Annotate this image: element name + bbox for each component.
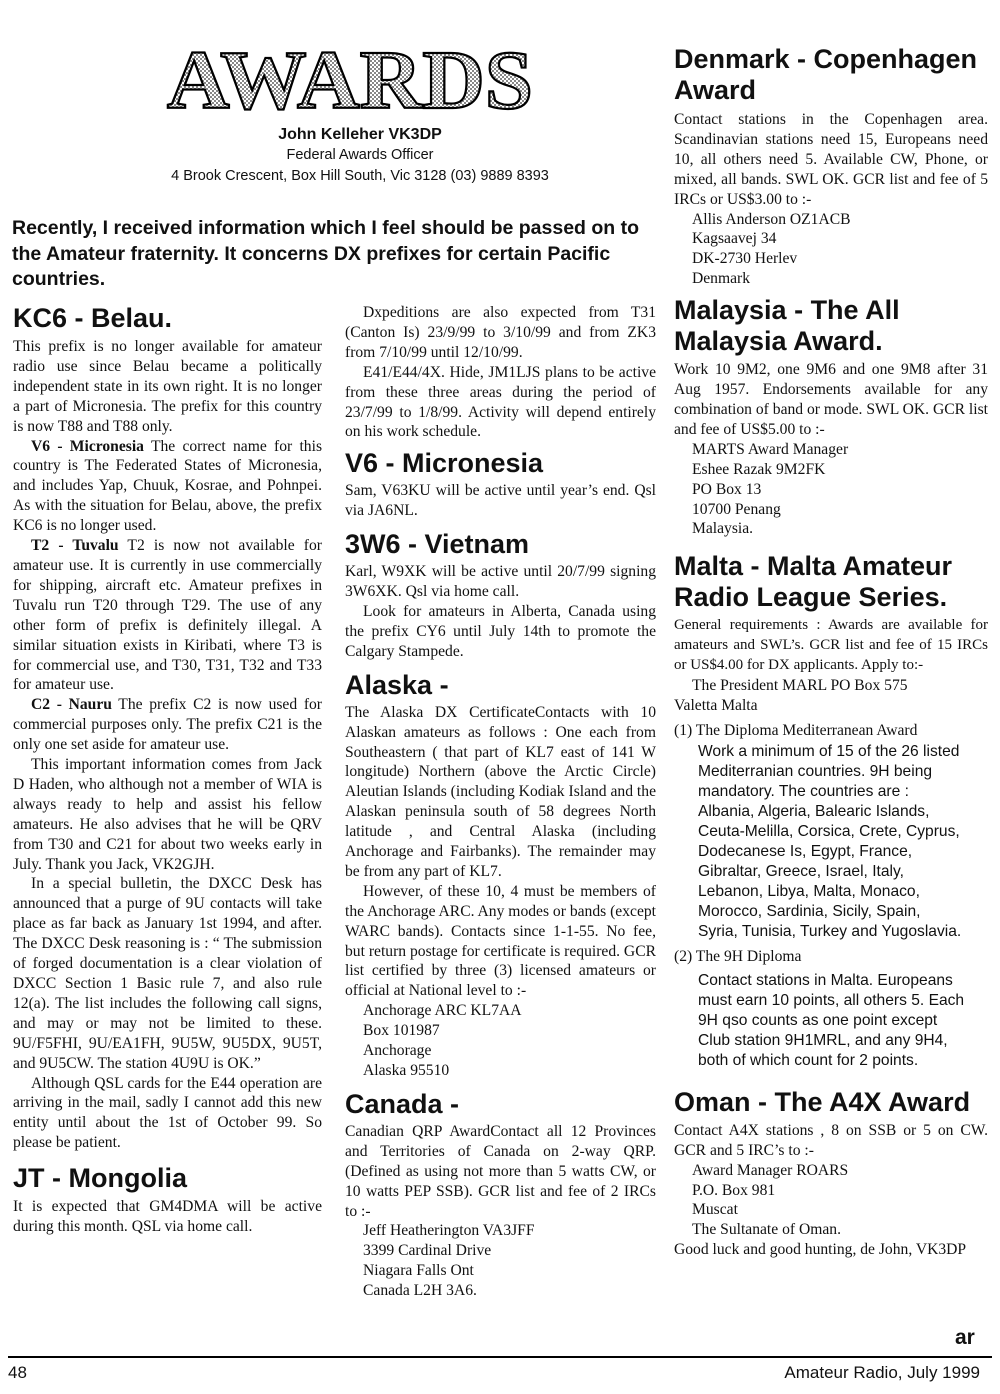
address-line: The Sultanate of Oman. <box>692 1221 841 1239</box>
text-t2-tuvalu: T2 is now not available for amateur use. It is currently in use commercially for shipping, aircraft etc. Amateur prefixes in Tuvalu run T20 through T29. The use of any other form of prefix is definitely illegal. A similar situation exists in Kiribati, where T3 is for commercial use, and T30, T31, T32 and T33 for amateur use. <box>13 537 322 694</box>
address-line: Denmark <box>692 270 751 288</box>
item-2-body <box>674 971 988 1071</box>
paragraph-belau: This prefix is no longer available for amateur radio use since Belau became a politically independent state in its own right. It is no longer a part of Micronesia. The prefix for this country is now T88 and T88 only. <box>13 338 322 435</box>
paragraph-alberta: Look for amateurs in Alberta, Canada using the prefix CY6 until July 14th to promote the Calgary Stampede. <box>345 602 656 660</box>
item-2-line: 9H qso counts as one point except <box>698 1011 938 1029</box>
heading-canada: Canada - <box>345 1088 460 1119</box>
oman-address <box>674 1161 988 1241</box>
text-c2-nauru: The prefix C2 is now used for commercial purposes only. The prefix C21 is the only one set aside for amateur use. <box>13 696 322 754</box>
paragraph-malta: General requirements : Awards are available for amateurs and SWL’s. GCR list and fee of 15 IRCs or US$4.00 for DX applicants. Apply to:- <box>674 617 988 674</box>
paragraph-alaska: The Alaska DX CertificateContacts with 10 Alaskan amateurs as follows : One each from Southeastern ( that part of KL7 east of 141 W longitude) Northern (above the Arctic Circle) Aleutian Islands (including Kodiak Island and the Alaskan peninsula south of 58 degrees North latitude , and Central Alaska (including Anchorage and Fairbanks). The remainder may be from any part of KL7. <box>345 703 656 880</box>
lead-v6-micronesia: V6 - Micronesia <box>31 437 144 455</box>
country-line: Lebanon, Libya, Malta, Monaco, <box>698 882 920 900</box>
address-line: 10700 Penang <box>692 500 781 518</box>
heading-malaysia: Malaysia - The All Malaysia Award. <box>674 295 900 357</box>
address-line: PO Box 13 <box>692 480 762 498</box>
banner-title: AWARDS <box>167 38 533 118</box>
intro-paragraph: Recently, I received information which I feel should be passed on to the Amateur fraternity. It concerns DX prefixes for certain Pacific countries. <box>12 217 640 290</box>
byline-role: Federal Awards Officer <box>286 147 434 163</box>
malta-item-1 <box>674 720 988 942</box>
address-line: Allis Anderson OZ1ACB <box>692 210 851 228</box>
address-line: DK-2730 Herlev <box>692 250 798 268</box>
heading-denmark: Denmark - Copenhagen Award <box>674 44 978 105</box>
heading-3w6-vietnam: 3W6 - Vietnam <box>345 529 530 560</box>
text-v6-micronesia: The correct name for this country is The Federated States of Micronesia, and includes Yap, Chuuk, Kosrae, and Pohnpei. As with the situation for Belau, above, the prefix KC6 is no longer used. <box>13 437 323 535</box>
address-line: Muscat <box>692 1201 738 1219</box>
item-2-line: both of which count for 2 points. <box>698 1051 919 1069</box>
byline <box>100 124 620 187</box>
item-2-title: (2) The 9H Diploma <box>674 947 802 965</box>
paragraph-canada: Canadian QRP AwardContact all 12 Provinces and Territories of Canada on 2-way QRP. (Defined as using not more than 5 watts CW, or 10 watts PEP SSB). GCR list and fee of 2 IRCs to :- <box>345 1122 656 1220</box>
awards-banner-graphic <box>160 38 540 118</box>
paragraph-dxpeditions: Dxpeditions are also expected from T31 (Canton Is) 23/9/99 to 3/10/99 and from ZK3 from 7/10/99 until 12/10/99. <box>345 304 656 361</box>
address-line: MARTS Award Manager <box>692 440 849 458</box>
paragraph-malaysia: Work 10 9M2, one 9M6 and one 9M8 after 31 Aug 1957. Endorsements available for any combination of band or mode. SWL OK. GCR list and fee of US$5.00 to :- <box>674 361 988 438</box>
paragraph-dxcc-bulletin: In a special bulletin, the DXCC Desk has announced that a purge of 9U contacts will take place as far back as January 1st 1994, and after. The DXCC Desk reasoning is : “ The submission of forged documentation is a clear violation of DXCC Section 1 Basic rule 7, and also rule 12(a). The list includes the following call signs, and may or may not be limited to these. 9U/F5FHI, 9U/EA1FH, 9U5W, 9U5DX, 9U5T, and 9U5CW. The station 4U9U is OK.” <box>13 875 322 1072</box>
paragraph-tuvalu <box>13 536 322 695</box>
country-line: Albania, Algeria, Balearic Islands, <box>698 802 930 820</box>
heading-oman: Oman - The A4X Award <box>674 1086 971 1117</box>
address-line: Box 101987 <box>363 1022 440 1040</box>
address-line: Jeff Heatherington VA3JFF <box>363 1222 535 1240</box>
address-line: Anchorage <box>363 1042 432 1060</box>
page-number: 48 <box>8 1363 27 1382</box>
item-1-text: Work a minimum of 15 of the 26 listed Mediterranian countries. 9H being mandatory. The countries are : <box>698 742 960 800</box>
address-line: Canada L2H 3A6. <box>363 1282 477 1300</box>
address-line: Eshee Razak 9M2FK <box>692 460 826 478</box>
paragraph-v6: Sam, V63KU will be active until year’s end. Qsl via JA6NL. <box>345 482 656 520</box>
column-3 <box>674 44 988 1260</box>
paragraph-mongolia: It is expected that GM4DMA will be active during this month. QSL via home call. <box>13 1198 322 1236</box>
paragraph-oman: Contact A4X stations , 8 on SSB or 5 on CW. GCR and 5 IRC’s to :- <box>674 1121 988 1159</box>
byline-name: John Kelleher VK3DP <box>278 126 442 143</box>
heading-malta: Malta - Malta Amateur Radio League Series. <box>674 551 953 613</box>
column-2 <box>345 303 656 1301</box>
country-line: Dodecanese Is, Egypt, France, <box>698 842 913 860</box>
paragraph-denmark: Contact stations in the Copenhagen area. Scandinavian stations need 15, Europeans need 10, all others need 5. Available CW, Phone, or mixed, all bands. SWL OK. GCR list and fee of 5 IRCs or US$3.00 to :- <box>674 111 988 208</box>
item-2-line: Contact stations in Malta. Europeans <box>698 971 953 989</box>
item-2-line: Club station 9H1MRL, and any 9H4, <box>698 1031 948 1049</box>
paragraph-alaska-2: However, of these 10, 4 must be members of the Anchorage ARC. Any modes or bands (except WARC bands). Contacts since 1-1-55. No fee, but return postage for certificate is required. GCR list certified by three (3) licensed amateurs or official at National level to :- <box>345 882 656 1000</box>
heading-kc6-belau: KC6 - Belau. <box>13 303 173 333</box>
heading-v6-micronesia: V6 - Micronesia <box>345 448 544 479</box>
heading-alaska: Alaska - <box>345 669 449 700</box>
lead-t2-tuvalu: T2 - Tuvalu <box>31 537 119 555</box>
paragraph-nauru <box>13 695 322 755</box>
address-line: Anchorage ARC KL7AA <box>363 1002 522 1020</box>
country-line: Morocco, Sardinia, Sicily, Spain, <box>698 902 921 920</box>
malta-address-line-2: Valetta Malta <box>674 696 758 714</box>
malta-item-2 <box>674 946 988 1071</box>
denmark-address <box>674 210 988 290</box>
end-mark: ar <box>955 1326 975 1349</box>
footer-rule <box>8 1356 992 1358</box>
item-2-line: must earn 10 points, all others 5. Each <box>698 991 965 1009</box>
paragraph-e41: E41/E44/4X. Hide, JM1LJS plans to be active from these three areas during the period of 23/7/99 to 1/8/99. Activity will depend entirely on his work schedule. <box>345 363 656 441</box>
lead-c2-nauru: C2 - Nauru <box>31 696 112 714</box>
address-line: Niagara Falls Ont <box>363 1262 474 1280</box>
heading-jt-mongolia: JT - Mongolia <box>13 1163 187 1194</box>
country-line: Ceuta-Melilla, Corsica, Crete, Cyprus, <box>698 822 960 840</box>
canada-address <box>345 1221 656 1301</box>
address-line: Kagsaavej 34 <box>692 230 777 248</box>
country-line: Gibraltar, Greece, Israel, Italy, <box>698 862 904 880</box>
paragraph-micronesia <box>13 437 322 537</box>
address-line: Alaska 95510 <box>363 1062 450 1079</box>
alaska-address <box>345 1001 656 1081</box>
column-1 <box>13 303 322 1237</box>
publication-info: Amateur Radio, July 1999 <box>784 1363 980 1382</box>
address-line: Award Manager ROARS <box>692 1161 849 1179</box>
item-1-title: (1) The Diploma Mediterranean Award <box>674 721 918 739</box>
byline-address: 4 Brook Crescent, Box Hill South, Vic 3128 (03) 9889 8393 <box>171 168 549 184</box>
country-line: Syria, Tunisia, Turkey and Yugoslavia. <box>698 922 962 940</box>
paragraph-info-source: This important information comes from Jack D Haden, who although not a member of WIA is always ready to help and assist his fellow amateurs. He also advises that he will be QRV from T30 and C21 for about two weeks early in July. Thank you Jack, VK2GJH. <box>13 756 322 873</box>
paragraph-closing: Good luck and good hunting, de John, VK3DP <box>674 1241 967 1259</box>
malta-address-line-1: The President MARL PO Box 575 <box>692 677 908 695</box>
paragraph-e44: Although QSL cards for the E44 operation are arriving in the mail, sadly I cannot add this new entity until about the 1st of October 99. So please be patient. <box>13 1074 322 1152</box>
address-line: 3399 Cardinal Drive <box>363 1242 492 1260</box>
malaysia-address <box>674 440 988 540</box>
address-line: P.O. Box 981 <box>692 1181 776 1199</box>
item-1-body <box>674 742 988 942</box>
awards-banner <box>160 38 540 118</box>
address-line: Malaysia. <box>692 520 754 538</box>
paragraph-3w6: Karl, W9XK will be active until 20/7/99 signing 3W6XK. Qsl via home call. <box>345 563 656 601</box>
